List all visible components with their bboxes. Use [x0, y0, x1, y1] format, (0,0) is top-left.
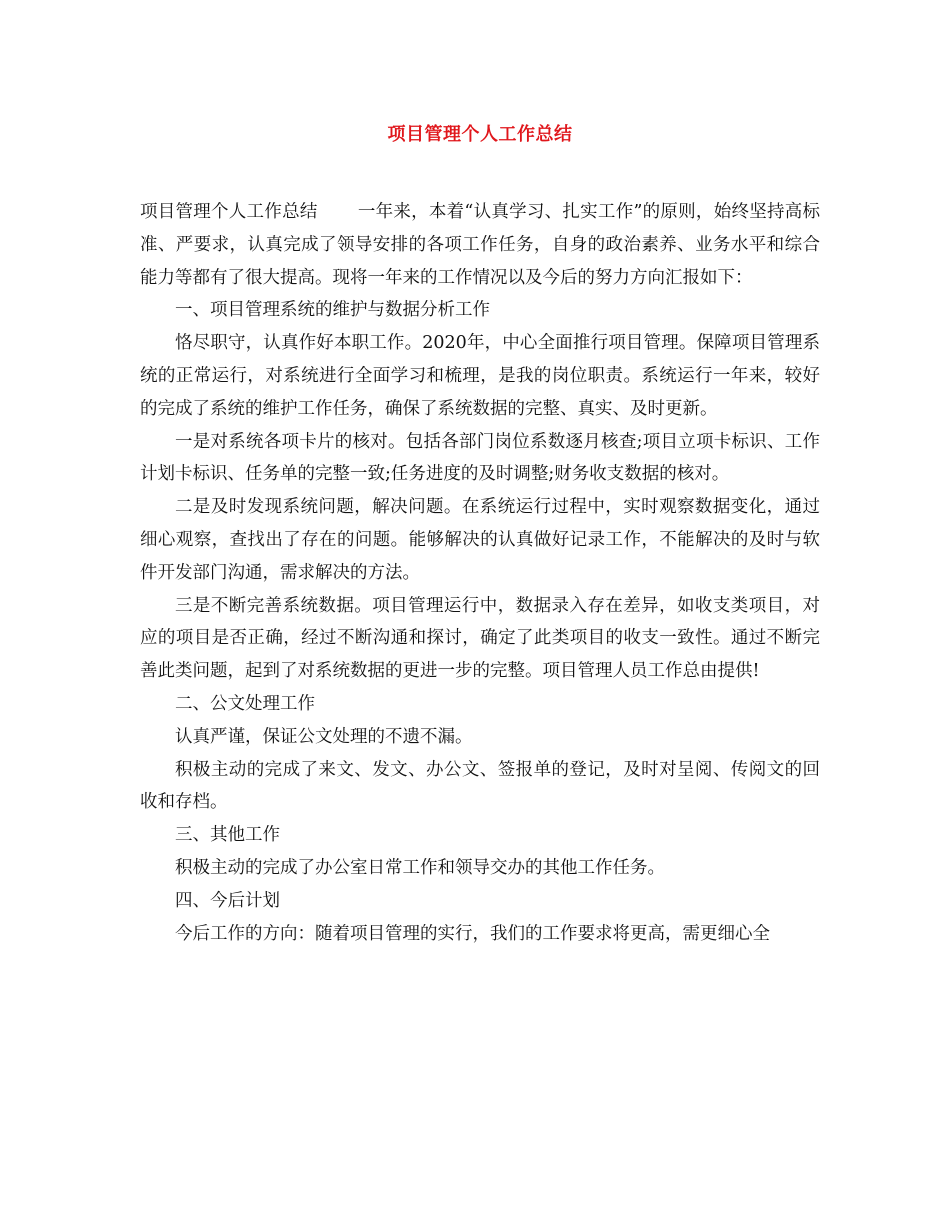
body-paragraph: 今后工作的方向：随着项目管理的实行，我们的工作要求将更高，需更细心全 — [175, 923, 770, 944]
intro-text: 一年来，本着“认真学习、扎实工作”的原则，始终坚持高标准、严要求，认真完成了领导安排的各项工作任务，自身的政治素养、业务水平和综合能力等都有了很大提高。现将一年来的工作情况以及今后的努力方向汇报如下： — [140, 202, 820, 288]
body-paragraph: 一是对系统各项卡片的核对。包括各部门岗位系数逐月核查;项目立项卡标识、工作计划卡标识、任务单的完整一致;任务进度的及时调整;财务收支数据的核对。 — [140, 431, 820, 485]
section-heading-2: 二、公文处理工作 — [175, 693, 315, 714]
body-paragraph: 恪尽职守，认真作好本职工作。2020年，中心全面推行项目管理。保障项目管理系统的正常运行，对系统进行全面学习和梳理，是我的岗位职责。系统运行一年来，较好的完成了系统的维护工作任务，确保了系统数据的完整、真实、及时更新。 — [140, 333, 820, 419]
body-paragraph: 积极主动的完成了办公室日常工作和领导交办的其他工作任务。 — [175, 857, 665, 878]
body-paragraph: 认真严谨，保证公文处理的不遗不漏。 — [175, 726, 473, 747]
section-heading-4: 四、今后计划 — [175, 890, 280, 911]
body-paragraph: 三是不断完善系统数据。项目管理运行中，数据录入存在差异，如收支类项目，对应的项目是否正确，经过不断沟通和探讨，确定了此类项目的收支一致性。通过不断完善此类问题，起到了对系统数据的更进一步的完整。项目管理人员工作总由提供! — [140, 595, 820, 682]
section-heading-1: 一、项目管理系统的维护与数据分析工作 — [175, 300, 490, 321]
intro-paragraph — [140, 196, 820, 294]
document-title: 项目管理个人工作总结 — [387, 124, 573, 145]
body-paragraph: 积极主动的完成了来文、发文、办公文、签报单的登记，及时对呈阅、传阅文的回收和存档。 — [140, 759, 820, 813]
body-paragraph: 二是及时发现系统问题，解决问题。在系统运行过程中，实时观察数据变化，通过细心观察，查找出了存在的问题。能够解决的认真做好记录工作，不能解决的及时与软件开发部门沟通，需求解决的方法。 — [140, 497, 820, 583]
section-heading-3: 三、其他工作 — [175, 825, 280, 846]
intro-label: 项目管理个人工作总结 — [140, 202, 318, 222]
